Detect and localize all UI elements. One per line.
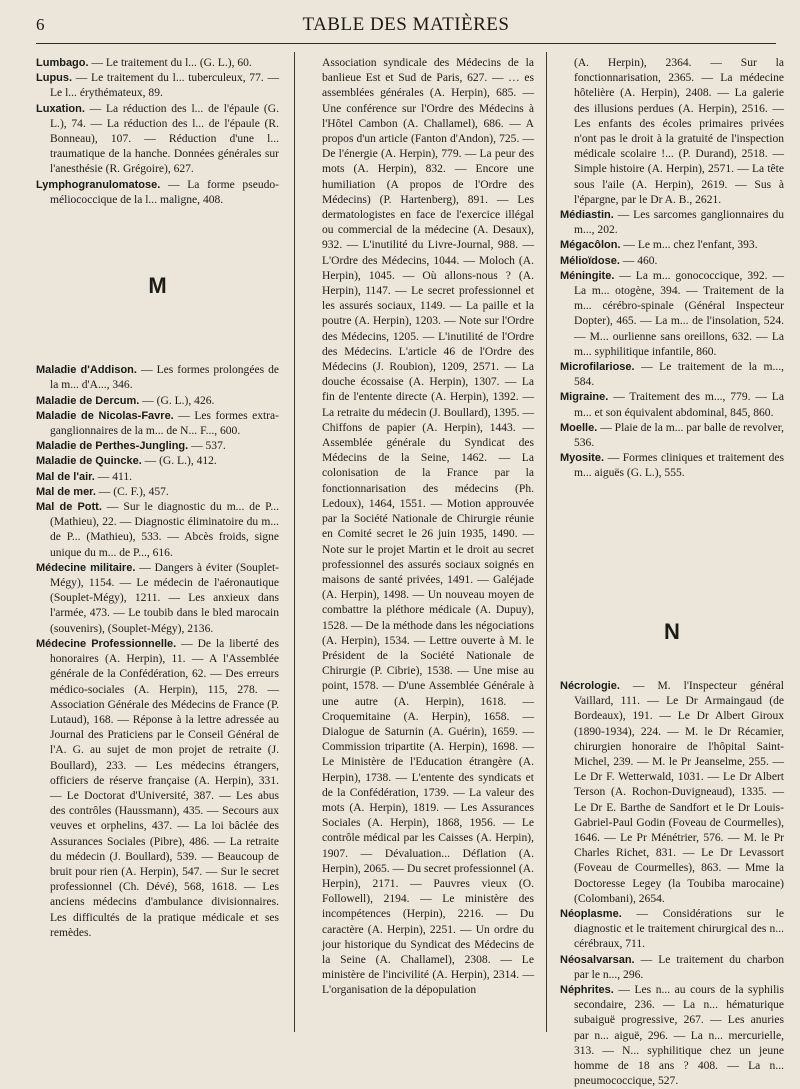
index-entry [560, 679, 784, 907]
entry-text: — Plaie de la m... par balle de revolver, 536. [574, 421, 784, 450]
entry-headword: Lumbago. [36, 57, 89, 69]
index-entry [36, 56, 279, 71]
index-entry [36, 500, 279, 561]
page-header [36, 14, 776, 40]
entry-text: — Traitement des m..., 779. — La m... et son équivalent abdominal, 845, 860. [574, 391, 784, 419]
entry-headword: Mal de mer. [36, 485, 96, 498]
index-entry [36, 409, 279, 439]
index-entry [36, 102, 279, 178]
index-entry [560, 360, 784, 390]
entry-headword: Nécrologie. [560, 679, 620, 692]
index-entry [36, 470, 279, 485]
entry-headword: Maladie de Quincke. [36, 455, 142, 468]
entry-headword: Médecine militaire. [36, 561, 136, 574]
entry-continuation: (A. Herpin), 2364. — Sur la fonctionnarisation, 2365. — La médecine hôtelière (A. Herpin), 2408. — La galerie des illusions perdues (A. Herpin), 2516. — Les enfants des écoles primaires privées n'ont pas le droit à la gratuité de l'inspection médicale scolaire !... (P. Durand), 2518. — Simple histoire (A. Herpin), 2571. — La tête sous l'aile (A. Herpin), 2619. — Sus à l'épargne, par le Dr A. B., 2621. [574, 57, 784, 206]
index-column-1 [36, 56, 279, 1036]
entry-headword: Luxation. [36, 102, 85, 115]
entry-headword: Néoplasme. [560, 907, 622, 920]
entry-headword: Maladie de Perthes-Jungling. [36, 440, 189, 453]
entry-headword: Mal de l'air. [36, 470, 95, 483]
index-entry [36, 561, 279, 637]
index-entry [560, 238, 784, 253]
entry-text: — Le traitement de la m..., 584. [574, 361, 784, 389]
index-entry [36, 394, 279, 409]
entry-text: — M. l'Inspecteur général Vaillard, 111. — Le Dr Armaingaud (de Bordeaux), 191. — Le Dr Albert Giroux (1890-1934), 224. — M. le Dr Récamier, chirurgien honoraire de l'hôpital Saint-Michel, 239. — M. le Pr Jeanselme, 255. — Le Dr F. Wetterwald, 1031. — Le Dr Albert Terson (A. Rochon-Duvigneaud), 1335. — Le Dr E. Barthe de Sandfort et le Dr Louis-Gabriel-Paul Godin (Foveau de Courmelles), 1646. — Le Pr Ménétrier, 576. — M. le Pr Charles Richet, 831. — Le Dr Levassort (Foveau de Courmelles), 863. — Mme la Doctoresse Legey (la Toubiba marocaine) (Colombani), 2654. [574, 679, 784, 905]
entry-text: — 460. [619, 254, 658, 267]
index-entry [560, 907, 784, 953]
entry-headword: Mal de Pott. [36, 501, 102, 514]
index-entry [36, 485, 279, 500]
index-entry [36, 637, 279, 941]
section-letter-n: N [664, 618, 680, 644]
running-title: TABLE DES MATIÈRES [302, 14, 510, 35]
index-entry [36, 439, 279, 454]
entry-text: — Les formes extra-ganglionnaires de la m... de N... F..., 600. [50, 409, 279, 438]
index-entry [36, 71, 279, 101]
entry-text: — Le traitement du charbon par le n..., 296. [574, 953, 784, 981]
index-entry [36, 363, 279, 393]
entry-text: — La m... gonococcique, 392. — La m... otogène, 394. — Traitement de la m... cérébro-spinale (Général Inspecteur Dopter), 465. — La m... de l'insolation, 524. — M... ourlienne sans oreillons, 632. — La m... syphilitique infantile, 860. [574, 269, 784, 358]
entry-headword: Néphrites. [560, 983, 614, 996]
index-entry [36, 454, 279, 469]
entry-text: — Considérations sur le diagnostic et le traitement chirurgical des n... cérébraux, 711. [574, 907, 784, 951]
index-entry [560, 953, 784, 983]
column-divider [546, 52, 547, 1032]
entry-headword: Néosalvarsan. [560, 953, 635, 966]
entry-text: — (G. L.), 426. [139, 394, 215, 407]
entry-text: — Les sarcomes ganglionnaires du m..., 202. [574, 209, 784, 237]
header-rule [36, 43, 776, 44]
entry-text: — 411. [94, 470, 132, 483]
entry-text: — Les formes prolongées de la m... d'A..., 346. [50, 364, 280, 392]
entry-text: — Sur le diagnostic du m... de P... (Mathieu), 22. — Diagnostic éliminatoire du m... de P... (Mathieu), 533. — Abcès froids, signe unique du m... de P..., 616. [50, 501, 279, 559]
entry-text: — 537. [188, 440, 226, 453]
entry-text: — Dangers à éviter (Souplet-Mégy), 1154. — Le médecin de l'aéronautique (Souplet-Mégy), 1211. — Les anxieux dans l'armée, 473. — Le toubib dans le bled marocain (souvenirs), (Souplet-Mégy), 2136. [50, 561, 279, 635]
index-entry [560, 269, 784, 360]
entry-headword: Migraine. [560, 391, 609, 404]
entry-text: — (C. F.), 457. [95, 485, 169, 498]
entry-text: — La forme pseudo-méliococcique de la l... maligne, 408. [50, 178, 279, 206]
index-entry [560, 451, 784, 481]
entry-headword: Moelle. [560, 421, 598, 434]
entry-text: — Le traitement du l... (G. L.), 60. [88, 57, 252, 69]
entry-headword: Lupus. [36, 72, 73, 85]
index-column-3 [560, 56, 784, 1088]
entry-text: — Formes cliniques et traitement des m... aiguës (G. L.), 555. [574, 452, 784, 480]
entry-continuation: Association syndicale des Médecins de la banlieue Est et Sud de Paris, 627. — … es assemblées générales (A. Herpin), 685. — Une conférence sur l'Ordre des Médecins à l'Hôtel Cambon (A. Challamel), 686. — A propos d'un article (Fanton d'Andon), 725. — De l'énergie (A. Herpin), 779. — La peur des mots (A. Herpin), 832. — Encore une humiliation (A propos de l'Ordre des Médecins) (P. Hartenberg), 891. — Les dermatologistes en face de l'exercice illégal ou commercial de la médecine (A. Desaux), 932. — L'inutilité du Livre-Journal, 988. — L'Ordre des Médecins, 1044. — Moloch (A. Herpin), 1045. — Où allons-nous ? (A. Herpin), 1147. — Le secret professionnel et les assurés sociaux, 1149. — La paille et la poutre (A. Herpin), 1203. — Note sur l'Ordre des Médecins, 1205. — L'inutilité de l'Ordre des Médecins. L'article 46 de l'Ordre des Médecins (J. Roubion), 1209, 2571. — La douche écossaise (A. Herpin), 1307. — La fin de l'entente directe (A. Herpin), 1392. — La retraite du médecin (J. Boullard), 1395. — Chiffons de papier (A. Herpin), 1443. — Assemblée générale du Syndicat des Médecins de la Seine, 1462. — La colonisation de la France par la fonctionnarisation des médecins (Ph. Ledoux), 1464, 1551. — Motion approuvée par la Société Nationale de Chirurgie réunie en Comité secret le 26 juin 1935, 1490. — Note sur le projet Martin et le droit au secret professionnel des assurés sociaux soignés en maisons de santé privées, 1491. — Galéjade (A. Herpin), 1498. — Un nouveau moyen de combattre la pléthore médicale (A. Dupuy), 1528. — De la méthode dans les négociations (A. Herpin), 1534. — Lettre ouverte à M. le Président de la Société Nationale de Chirurgie (P. Cibrie), 1538. — Une mise au point, 1578. — D'une Assemblée Générale à une autre (A. Herpin), 1618. — Croquemitaine (A. Herpin), 1658. — Dialogue de Saturnin (A. Guérin), 1659. — Commission tripartite (A. Herpin), 1698. — Le Ministère de l'Education étrangère (A. Herpin), 1738. — L'entente des syndicats et de la Confédération, 1739. — La valeur des mots (A. Herpin), 1819. — Les Assurances Sociales (A. Herpin), 1868, 1956. — Le contrôle médical par les Caisses (A. Herpin), 1907. — Dévaluation... Déflation (A. Herpin), 2065. — Du secret professionnel (A. Herpin), 2171. — Pauvres vieux (O. Followell), 2194. — Le ministère des incompétences (Herpin), 2216. — Du caractère (A. Herpin), 2251. — Un ordre du jour historique du Syndicat des Médecins de la Seine (A. Challamel), 2308. — Le ministère de l'incivilité (A. Herpin), 2314. — L'organisation de la dépopulation [322, 57, 534, 997]
section-letter-m: M [148, 273, 167, 299]
entry-headword: Microfilariose. [560, 361, 635, 374]
entry-text: — (G. L.), 412. [141, 455, 217, 468]
column-divider [294, 52, 295, 1032]
entry-headword: Mégacôlon. [560, 239, 621, 252]
index-entry [560, 254, 784, 269]
index-entry [36, 178, 279, 208]
entry-headword: Maladie de Dercum. [36, 394, 140, 407]
index-entry [560, 208, 784, 238]
entry-headword: Lymphogranulomatose. [36, 178, 161, 191]
entry-text: — De la liberté des honoraires (A. Herpin), 11. — A l'Assemblée générale de la Confédération, 62. — Des erreurs médico-sociales (A. Herpin), 115, 278. — Association Générale des Médecins de France (P. Lutaud), 168. — Réponse à la lettre adressée au Journal des Praticiens par le Conseil Général de l'A. G. au sujet de mon projet de retraite (J. Boullard), 233. — Les médecins étrangers, officiers de réserve française (A. Herpin), 331. — Le Doctorat d'Université, 387. — Les abus des contrôles (Haussmann), 435. — Secours aux veuves et orphelins, 437. — La loi bâclée des Assurances Sociales (Pibre), 486. — La retraite du médecin (J. Boullard), 539. — Beaucoup de bruit pour rien (A. Herpin), 547. — Sur le secret professionnel (Ch. Dévé), 568, 1618. — Les anciens médecins d'ambulance divisionnaires. Les difficultés de la pratique médicale et ses remèdes. [50, 637, 279, 939]
entry-text: — Le m... chez l'enfant, 393. [620, 239, 758, 252]
entry-text: — Les n... au cours de la syphilis secondaire, 236. — La n... hématurique subaiguë progressive, 267. — Les anuries par n... aiguë, 296. — La n... mercurielle, 313. — N... syphilitique chez un jeune homme de 18 ans ? 408. — La n... pneumococcique, 527. [574, 983, 784, 1088]
entry-headword: Médiastin. [560, 209, 614, 222]
page-number: 6 [36, 15, 45, 34]
entry-text: — La réduction des l... de l'épaule (G. L.), 74. — La réduction des l... de l'épaule (R. Bonneau), 107. — Réduction d'une l... traumatique de la hanche. Données générales sur l'anesthésie (R. Grégoire), 627. [50, 102, 279, 176]
entry-headword: Mélioïdose. [560, 254, 620, 267]
entry-headword: Méningite. [560, 269, 615, 282]
entry-headword: Médecine Professionnelle. [36, 637, 177, 650]
entry-text: — Le traitement du l... tuberculeux, 77. — Le l... érythémateux, 89. [50, 72, 279, 100]
index-entry [560, 421, 784, 451]
index-entry [560, 983, 784, 1089]
index-entry [560, 390, 784, 420]
entry-headword: Myosite. [560, 452, 605, 465]
entry-headword: Maladie de Nicolas-Favre. [36, 409, 174, 422]
entry-headword: Maladie d'Addison. [36, 364, 137, 377]
index-column-2 [308, 56, 534, 1036]
